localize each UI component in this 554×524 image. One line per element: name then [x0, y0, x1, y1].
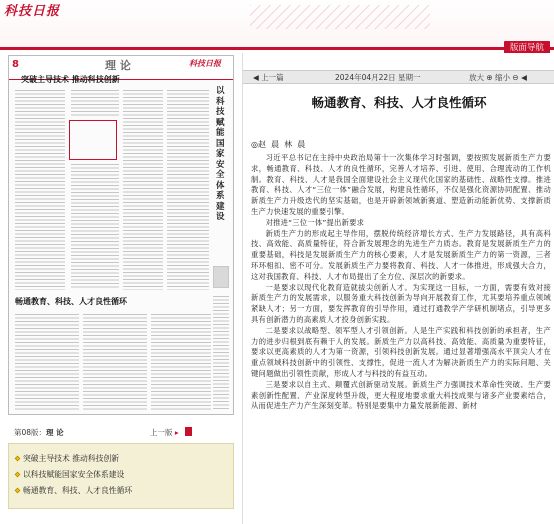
thumbnail-text-block: [15, 314, 79, 410]
thumbnail-text-block: [15, 90, 65, 290]
article-body: [251, 153, 551, 412]
paragraph: 二是要求以战略型、领军型人才引领创新。人是生产实践和科技创新的承担者，生产力的进步归根到底有赖于人的发展。新质生产力以高科技、高效能、高质量为重要特征，要求以更高素质的人才为第一资源，引领科技创新发展。通过显著增强高水平顶尖人才在重点领域科技创新中的引领性、支撑性，促进一流人才为解决新质生产力的实际问题、关键问题做出引领性贡献，形成人才与科技的有益互动。: [251, 325, 551, 378]
page-nav: [150, 427, 192, 438]
thumbnail-headline-1[interactable]: 突破主导技术 推动科技创新: [21, 75, 120, 84]
article-title: 畅通教育、科技、人才良性循环: [311, 95, 487, 110]
directory-button[interactable]: 版面导航: [504, 41, 550, 55]
paragraph: 一是要求以现代化教育造就拔尖创新人才。为实现这一目标，一方面，需要有效对接新质生产力的发展需求，以服务重大科技创新为导向开展教育工作，尤其要培养重点领域紧缺人才；另一方面，要发挥教育的引导作用，通过打通教学产学研机制堵点，引导更多具有创新潜力的高素质人才投身创新实践。: [251, 282, 551, 324]
masthead-bar: [0, 0, 554, 50]
author-line: ◎赵 晨 林 晨: [251, 140, 306, 149]
thumbnail-text-block: [151, 314, 211, 410]
masthead-logo[interactable]: 科技日报: [4, 4, 61, 19]
pdf-icon[interactable]: [185, 427, 192, 436]
thumbnail-text-block: [71, 90, 119, 118]
article-panel: [242, 53, 554, 524]
paragraph: 习近平总书记在主持中央政治局第十一次集体学习时强调，要按照发展新质生产力要求，畅通教育、科技、人才的良性循环，完善人才培养、引进、使用、合理流动的工作机制。教育、科技、人才是我国全面建设社会主义现代化国家的基础性、战略性支撑。推进教育、科技、人才“三位一体”融合发展，构建良性循环，不仅是强化资源协同配置、推动新质生产力升级迭代的坚实基础，也是开辟新领域新赛道、塑造新动能新优势、支撑新质生产力快速发展的重要引擎。: [251, 153, 551, 216]
zoom-controls[interactable]: 放大 ⊕ 缩小 ⊖ ◀: [469, 73, 527, 82]
thumbnail-vertical-title[interactable]: 以科技赋能国家安全体系建设: [216, 86, 225, 222]
page-label-prefix: 第08版：: [14, 428, 47, 437]
page-thumbnail[interactable]: [8, 55, 234, 415]
masthead-decoration: [250, 5, 430, 29]
prev-article-link[interactable]: ◀ 上一篇: [253, 73, 284, 82]
thumbnail-section: 理 论: [105, 59, 131, 72]
bullet-icon: [15, 455, 21, 461]
paragraph: 三是要求以自主式、颠覆式创新驱动发展。新质生产力强调技术革命性突破、生产要素创新性配置、产业深度转型升级，更大程度地要求重大科技成果与诸多产业要素结合，从而促进生产力产生深刻变革。特别是要集中力量发展新能源、新材: [251, 379, 551, 411]
thumbnail-page-number: 8: [12, 59, 19, 70]
page-preview-panel: [0, 53, 242, 524]
list-item[interactable]: 畅通教育、科技、人才良性循环: [15, 482, 233, 498]
thumbnail-logo: 科技日报: [189, 59, 221, 68]
thumbnail-text-block: [83, 314, 147, 410]
thumbnail-text-block: [213, 296, 229, 410]
article-toolbar: [243, 70, 554, 84]
paragraph: 新质生产力的形成起主导作用，摆脱传统经济增长方式、生产力发展路径，具有高科技、高效能、高质量特征，符合新发展理念的先进生产力质态。教育是发展新质生产力的重要基础，科技是发展新质生产力的核心要素，人才是发展新质生产力的第一资源，三者环环相扣、密不可分。发展新质生产力要将教育、科技、人才一体推进，形成强大合力，这对我国教育、科技、人才布局提出了全方位、深层次的新要求。: [251, 228, 551, 281]
thumbnail-quote-box: [69, 120, 117, 160]
bullet-icon: [15, 471, 21, 477]
section-heading: 对推进“三位一体”提出新要求: [265, 217, 365, 227]
article-list: [8, 443, 234, 509]
list-item[interactable]: 以科技赋能国家安全体系建设: [15, 466, 233, 482]
page-label-section: 理 论: [46, 428, 64, 437]
thumbnail-text-block: [167, 90, 209, 290]
page-label: [14, 427, 234, 439]
issue-date: 2024年04月22日 星期一: [335, 73, 421, 82]
thumbnail-text-block: [123, 90, 163, 290]
list-item[interactable]: 突破主导技术 推动科技创新: [15, 450, 233, 466]
thumbnail-headline-2[interactable]: 畅通教育、科技、人才良性循环: [15, 297, 127, 306]
thumbnail-photo: [213, 266, 229, 288]
bullet-icon: [15, 487, 21, 493]
thumbnail-text-block: [71, 164, 119, 290]
prev-arrow-icon[interactable]: ▸: [174, 428, 179, 437]
prev-page-link[interactable]: 上一版: [150, 428, 173, 437]
